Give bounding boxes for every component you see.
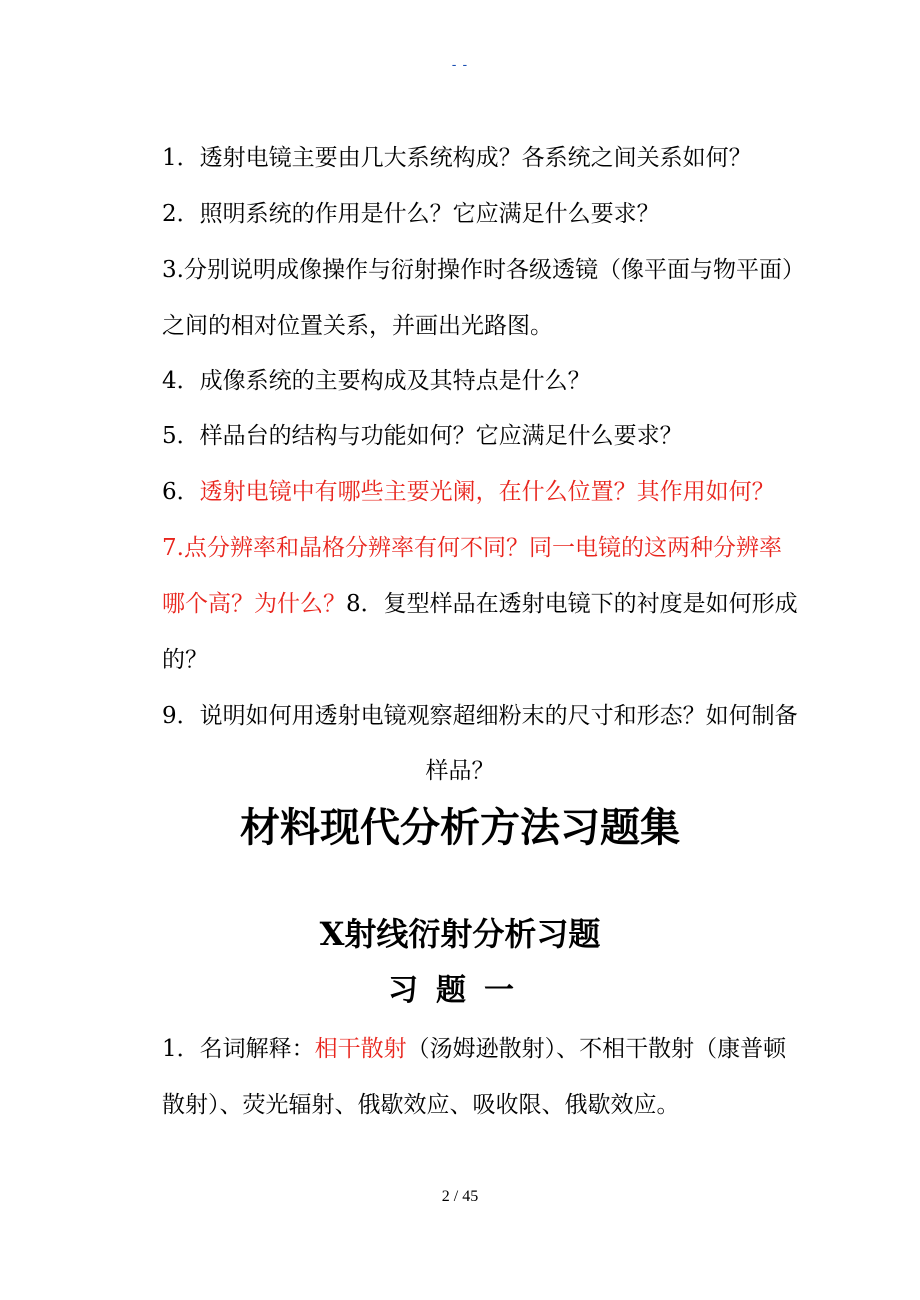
- question-9-line-2: 样品？: [425, 758, 495, 784]
- question-8-part-1: 8．复型样品在透射电镜下的衬度是如何形成: [346, 591, 798, 617]
- exercise-1-rest: （汤姆逊散射）、不相干散射（康普顿: [406, 1036, 787, 1062]
- question-6-text: 透射电镜中有哪些主要光阑，在什么位置？其作用如何？: [199, 479, 775, 505]
- question-6-number: 6．: [162, 479, 200, 505]
- question-5: 5．样品台的结构与功能如何？它应满足什么要求？: [162, 423, 683, 449]
- exercise-heading: 习题一: [388, 973, 532, 1008]
- header-mark: - -: [451, 58, 469, 73]
- question-7-line-2: 哪个高？为什么？: [162, 591, 346, 617]
- section-title: 材料现代分析方法习题集: [240, 804, 680, 851]
- exercise-1-line-1: [162, 1033, 852, 1065]
- question-6: [162, 476, 852, 508]
- question-7-8-line: [162, 588, 852, 620]
- question-2: 2．照明系统的作用是什么？它应满足什么要求？: [162, 201, 660, 227]
- question-1: 1．透射电镜主要由几大系统构成？各系统之间关系如何？: [162, 145, 752, 171]
- exercise-1-term: 相干散射: [314, 1036, 407, 1062]
- question-3-line-2: 之间的相对位置关系，并画出光路图。: [162, 313, 553, 339]
- exercise-1-line-2: 散射）、荧光辐射、俄歇效应、吸收限、俄歇效应。: [162, 1092, 680, 1118]
- question-4: 4．成像系统的主要构成及其特点是什么？: [162, 368, 591, 394]
- question-9-line-1: 9．说明如何用透射电镜观察超细粉末的尺寸和形态？如何制备: [162, 703, 798, 729]
- question-3-line-1: 3.分别说明成像操作与衍射操作时各级透镜（像平面与物平面）: [162, 257, 805, 283]
- section-subtitle: X射线衍射分析习题: [319, 915, 601, 953]
- question-8-line-2: 的？: [162, 647, 208, 673]
- question-7-line-1: 7.点分辨率和晶格分辨率有何不同？同一电镜的这两种分辨率: [162, 535, 782, 561]
- page-number: 2 / 45: [441, 1188, 479, 1205]
- exercise-1-prefix: 1．名词解释：: [162, 1036, 315, 1062]
